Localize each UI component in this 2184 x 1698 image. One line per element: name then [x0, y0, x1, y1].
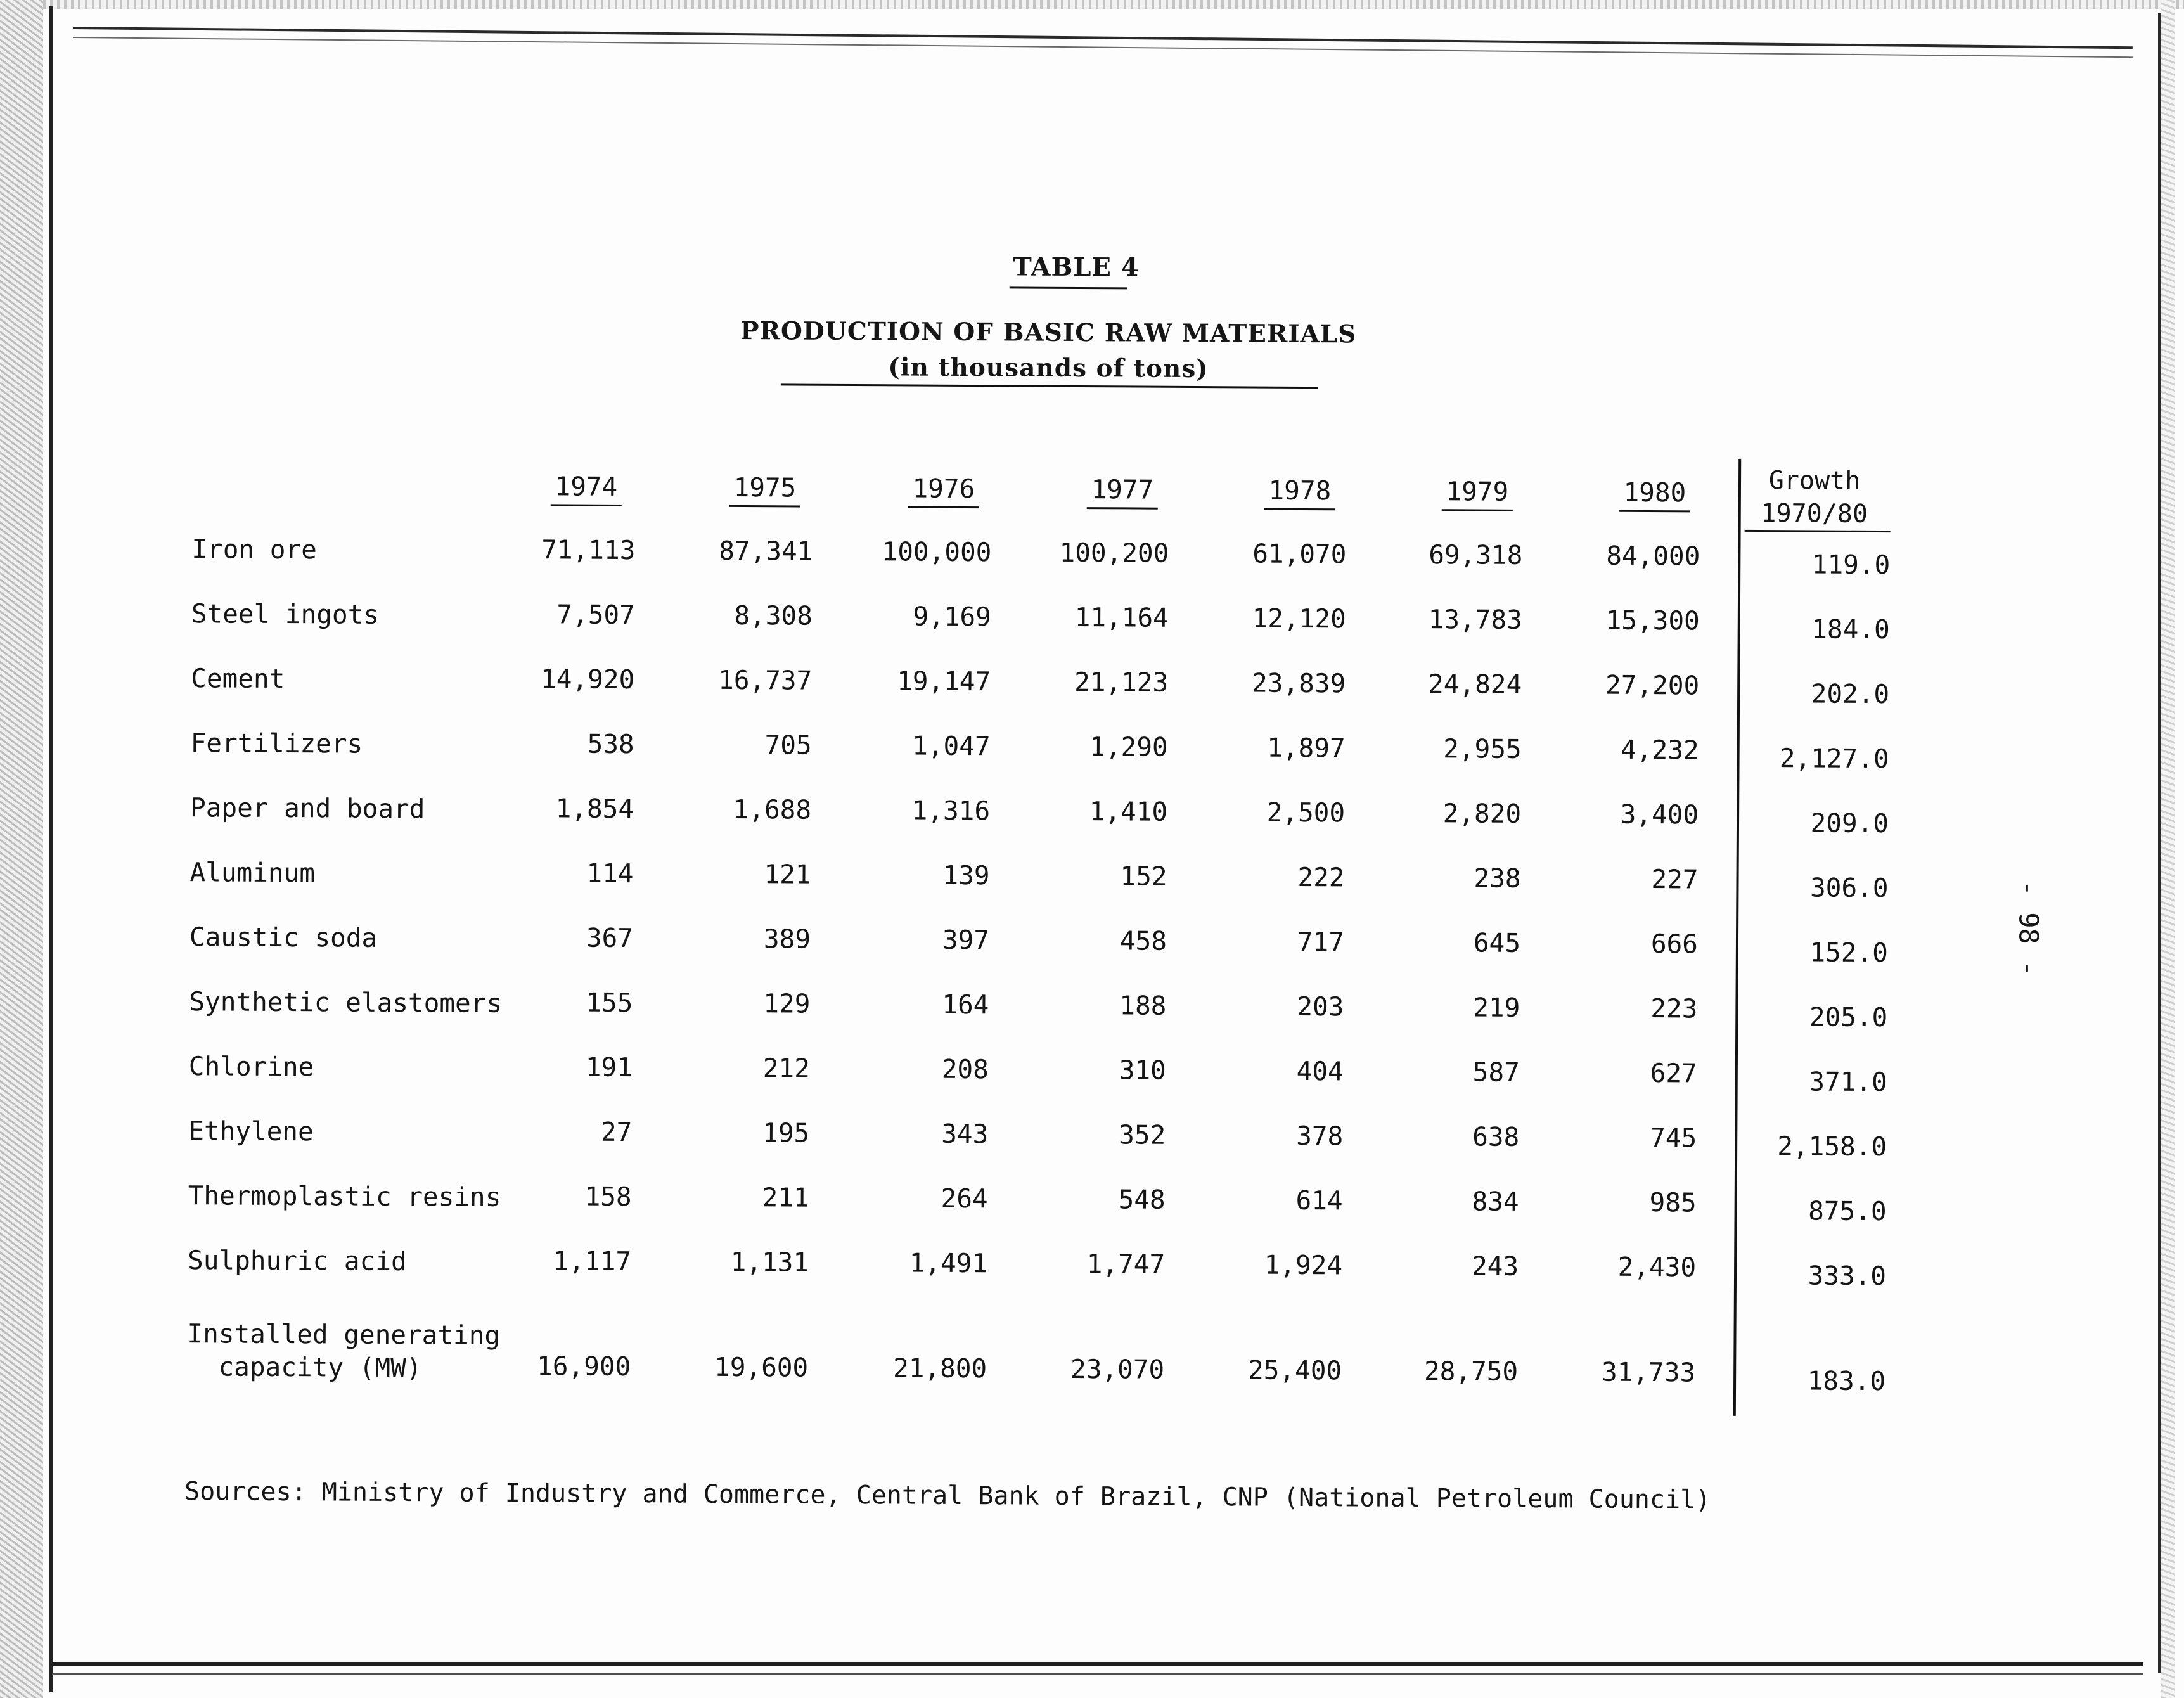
table-cell: 458 [1119, 925, 1167, 956]
table-cell: 211 [762, 1182, 809, 1213]
table-cell: 114 [586, 858, 634, 889]
year-header: 1978 [1249, 475, 1351, 511]
table-cell: 1,047 [912, 730, 991, 762]
row-label: Thermoplastic resins [188, 1180, 501, 1212]
table-cell: 69,318 [1429, 539, 1523, 570]
table-cell: 238 [1474, 863, 1521, 894]
table-cell: 352 [1119, 1119, 1166, 1150]
row-label: Chlorine [188, 1051, 314, 1083]
table-cell: 19,147 [897, 666, 991, 697]
table-cell: 208 [941, 1053, 989, 1085]
table-subtitle: (in thousands of tons) [888, 352, 1209, 384]
growth-cell: 119.0 [1811, 549, 1891, 581]
table-cell: 264 [941, 1183, 988, 1214]
table-cell: 2,430 [1617, 1251, 1697, 1283]
table-cell: 31,733 [1601, 1356, 1696, 1388]
table-cell: 155 [586, 987, 633, 1019]
table-cell: 389 [763, 923, 811, 955]
row-label: Sulphuric acid [188, 1245, 407, 1277]
row-label: Synthetic elastomers [189, 986, 503, 1019]
table-cell: 666 [1650, 929, 1699, 960]
table-cell: 705 [764, 730, 812, 761]
table-cell: 87,341 [719, 535, 813, 567]
table-cell: 1,897 [1267, 732, 1346, 764]
table-cell: 23,839 [1252, 667, 1346, 699]
growth-cell: 371.0 [1809, 1066, 1887, 1098]
title-underline [781, 383, 1318, 389]
sources-note: Sources: Ministry of Industry and Commerce, Central Bank of Brazil, CNP (National Petroleum Council) [184, 1477, 1711, 1515]
row-label: Fertilizers [190, 728, 363, 759]
growth-cell: 183.0 [1807, 1365, 1886, 1397]
table-cell: 195 [762, 1117, 810, 1148]
table-cell: 15,300 [1605, 605, 1700, 636]
table-cell: 12,120 [1252, 603, 1346, 634]
growth-cell: 184.0 [1811, 614, 1890, 645]
table-cell: 8,308 [734, 600, 813, 631]
row-label: Caustic soda [189, 922, 378, 953]
table-cell: 223 [1650, 993, 1698, 1024]
row-label: Ethylene [188, 1116, 314, 1147]
table-cell: 16,737 [718, 664, 813, 696]
table-cell: 1,117 [553, 1245, 632, 1277]
table-cell: 378 [1296, 1120, 1344, 1152]
growth-cell: 152.0 [1809, 937, 1889, 968]
page-number: - 98 - [2013, 880, 2045, 977]
table-cell: 14,920 [541, 664, 635, 695]
table-cell: 1,491 [909, 1247, 988, 1279]
table-cell: 4,232 [1621, 734, 1699, 766]
table-cell: 11,164 [1074, 601, 1169, 633]
table-cell: 227 [1651, 864, 1699, 895]
table-cell: 84,000 [1606, 540, 1700, 572]
growth-column-divider [1733, 459, 1741, 1416]
table-cell: 2,820 [1442, 798, 1522, 829]
table-cell: 587 [1472, 1057, 1520, 1088]
growth-header [1738, 464, 1891, 531]
table-cell: 1,688 [733, 794, 812, 825]
table-cell: 129 [763, 988, 811, 1019]
row-label: Installed generating capacity (MW) [187, 1318, 501, 1384]
table-cell: 100,200 [1059, 537, 1169, 569]
table-title: PRODUCTION OF BASIC RAW MATERIALS [740, 316, 1357, 349]
table-cell: 9,169 [913, 601, 991, 633]
table-number: TABLE 4 [1012, 252, 1140, 283]
table-cell: 343 [941, 1118, 989, 1150]
table-cell: 152 [1120, 861, 1167, 892]
table-cell: 139 [942, 859, 990, 891]
table-cell: 3,400 [1620, 799, 1699, 830]
growth-header-underline [1745, 530, 1891, 532]
table-cell: 219 [1473, 992, 1520, 1023]
table-cell: 404 [1296, 1055, 1344, 1087]
row-label: Steel ingots [191, 598, 380, 630]
table-cell: 985 [1649, 1187, 1697, 1218]
table-cell: 100,000 [882, 536, 992, 568]
table-number-underline [1010, 286, 1127, 289]
year-header: 1979 [1427, 476, 1528, 511]
row-label: Iron ore [191, 534, 318, 565]
table-cell: 1,410 [1089, 796, 1168, 827]
growth-cell: 209.0 [1810, 807, 1889, 839]
table-cell: 1,854 [555, 793, 634, 825]
table-cell: 548 [1118, 1184, 1166, 1215]
table-cell: 645 [1473, 927, 1521, 958]
table-cell: 7,507 [556, 599, 635, 631]
table-cell: 2,955 [1443, 733, 1522, 764]
table-cell: 1,747 [1086, 1249, 1166, 1280]
table-cell: 212 [762, 1053, 810, 1084]
table-cell: 24,824 [1427, 669, 1522, 700]
table-cell: 397 [942, 924, 990, 956]
table-cell: 27 [600, 1116, 633, 1148]
growth-cell: 205.0 [1809, 1001, 1888, 1033]
table-cell: 13,783 [1428, 604, 1522, 635]
table-cell: 27,200 [1605, 669, 1700, 701]
table-cell: 627 [1650, 1058, 1697, 1089]
year-header: 1975 [714, 472, 816, 508]
table-cell: 28,750 [1423, 1356, 1519, 1387]
table-cell: 71,113 [541, 534, 636, 566]
growth-header-line2: 1970/80 [1761, 499, 1868, 529]
table-cell: 367 [586, 922, 634, 954]
year-header: 1976 [893, 473, 994, 508]
table-cell: 188 [1119, 990, 1167, 1021]
growth-header-line1: Growth [1768, 466, 1861, 496]
table-cell: 21,123 [1074, 666, 1169, 698]
growth-cell: 2,127.0 [1779, 743, 1889, 775]
table-cell: 23,070 [1070, 1353, 1165, 1385]
table-cell: 21,800 [892, 1353, 987, 1384]
row-label: Aluminum [189, 857, 316, 889]
table-cell: 25,400 [1247, 1354, 1342, 1386]
table-cell: 243 [1471, 1251, 1519, 1282]
table-cell: 310 [1119, 1055, 1166, 1086]
table-cell: 121 [764, 859, 811, 890]
table-cell: 16,900 [536, 1351, 631, 1382]
growth-cell: 333.0 [1808, 1260, 1887, 1292]
table-cell: 164 [942, 989, 989, 1020]
table-cell: 538 [587, 728, 634, 760]
year-header: 1977 [1072, 474, 1173, 510]
table-cell: 717 [1297, 926, 1345, 958]
year-header: 1980 [1604, 477, 1705, 513]
row-label: Cement [191, 663, 285, 695]
table-cell: 19,600 [714, 1351, 809, 1383]
growth-cell: 306.0 [1809, 872, 1889, 904]
table-cell: 834 [1472, 1186, 1519, 1217]
growth-cell: 2,158.0 [1777, 1131, 1887, 1162]
table-cell: 1,316 [911, 795, 991, 826]
growth-cell: 875.0 [1808, 1195, 1887, 1227]
year-header: 1974 [536, 471, 637, 506]
table-cell: 745 [1650, 1122, 1697, 1154]
table-cell: 222 [1297, 861, 1345, 893]
table-cell: 1,924 [1264, 1249, 1343, 1281]
table-cell: 191 [585, 1052, 633, 1083]
table-cell: 2,500 [1266, 797, 1346, 828]
row-label: Paper and board [189, 792, 425, 825]
table-cell: 1,131 [730, 1246, 809, 1278]
table-cell: 1,290 [1089, 731, 1168, 762]
table-cell: 203 [1297, 991, 1344, 1022]
growth-cell: 202.0 [1811, 678, 1890, 710]
table-cell: 61,070 [1252, 538, 1347, 570]
table-cell: 638 [1472, 1121, 1520, 1152]
table-cell: 614 [1295, 1185, 1343, 1216]
table-cell: 158 [584, 1181, 632, 1212]
